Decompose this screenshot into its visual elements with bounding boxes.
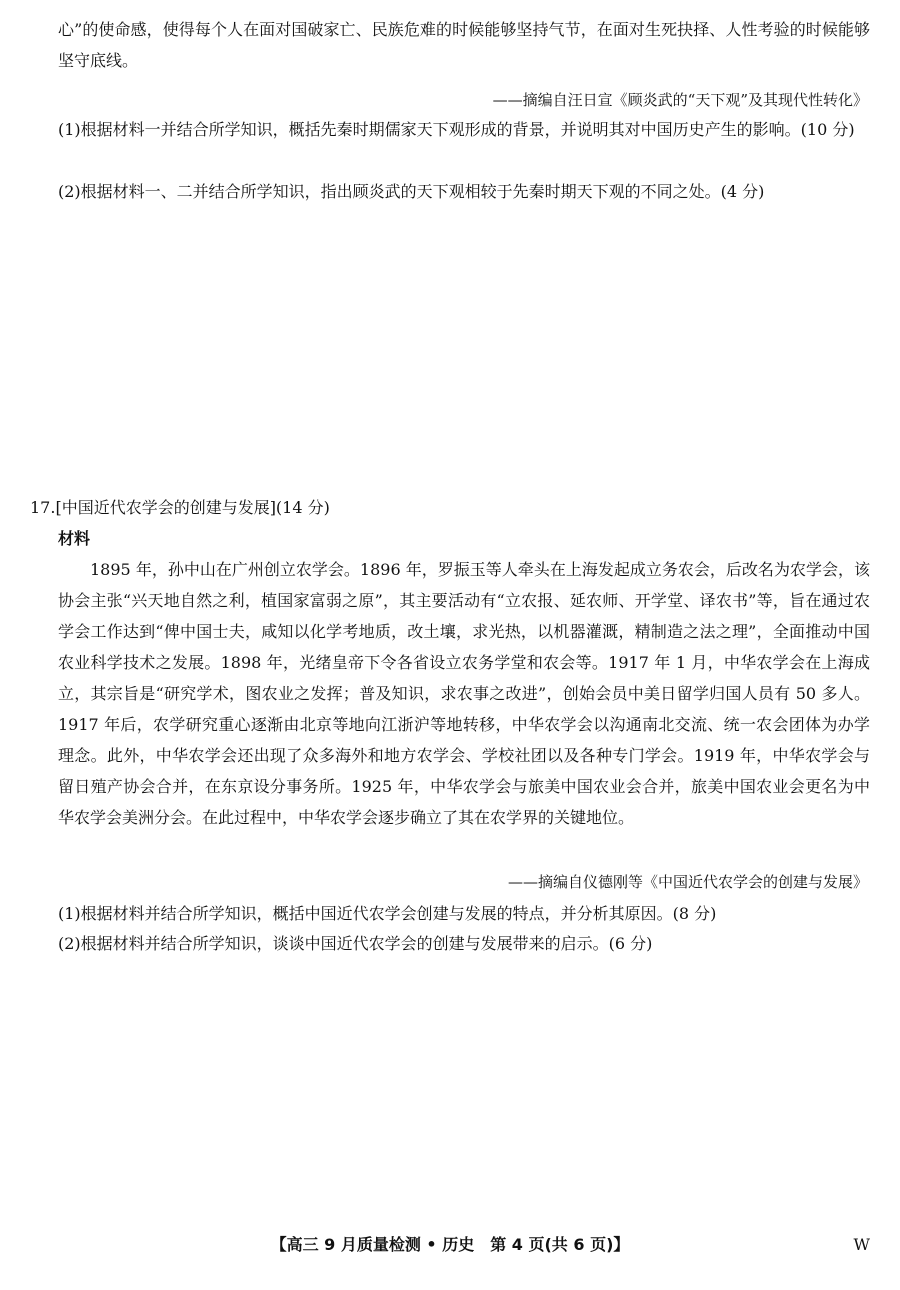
question-16-2: (2)根据材料一、二并结合所学知识，指出顾炎武的天下观相较于先秦时期天下观的不同之处。(4 分): [58, 182, 765, 201]
material-source: ——摘编自汪日宣《顾炎武的“天下观”及其现代性转化》: [492, 91, 868, 109]
material-label: 材料: [58, 529, 91, 548]
question-17-title: 17.[中国近代农学会的创建与发展](14 分): [30, 498, 330, 517]
question-17-1: (1)根据材料并结合所学知识，概括中国近代农学会创建与发展的特点，并分析其原因。(8 分): [58, 904, 717, 923]
question-17-2: (2)根据材料并结合所学知识，谈谈中国近代农学会的创建与发展带来的启示。(6 分): [58, 934, 653, 953]
footer-mark: W: [853, 1235, 870, 1254]
page-footer: 【高三 9 月质量检测 • 历史 第 4 页(共 6 页)】: [270, 1235, 630, 1254]
question-16-1: (1)根据材料一并结合所学知识，概括先秦时期儒家天下观形成的背景，并说明其对中国历史产生的影响。(10 分): [58, 120, 855, 139]
question-17-material: 1895 年，孙中山在广州创立农学会。1896 年，罗振玉等人牵头在上海发起成立务农会，后改名为农学会，该协会主张“兴天地自然之利，植国家富弱之原”，其主要活动有“立农报、延农师、开学堂、译农书”等，旨在通过农学会工作达到“俾中国士夫，咸知以化学考地质，改土壤，求光热，以机器灌溉，精制造之法之理”，全面推动中国农业科学技术之发展。1898 年，光绪皇帝下令各省设立农务学堂和农会等。1917 年 1 月，中华农学会在上海成立，其宗旨是“研究学术，图农业之发挥；普及知识，求农事之改进”，创始会员中美日留学归国人员有 50 多人。1917 年后，农学研究重心逐渐由北京等地向江浙沪等地转移，中华农学会以沟通南北交流、统一农会团体为办学理念。此外，中华农学会还出现了众多海外和地方农学会、学校社团以及各种专门学会。1919 年，中华农学会与留日殖产协会合并，在东京设分事务所。1925 年，中华农学会与旅美中国农业会合并，旅美中国农业会更名为中华农学会美洲分会。在此过程中，中华农学会逐步确立了其在农学界的关键地位。: [58, 560, 870, 827]
material-continuation: 心”的使命感，使得每个人在面对国破家亡、民族危难的时候能够坚持气节，在面对生死抉择、人性考验的时候能够坚守底线。: [58, 20, 870, 70]
question-17-source: ——摘编自仪德刚等《中国近代农学会的创建与发展》: [507, 873, 868, 891]
